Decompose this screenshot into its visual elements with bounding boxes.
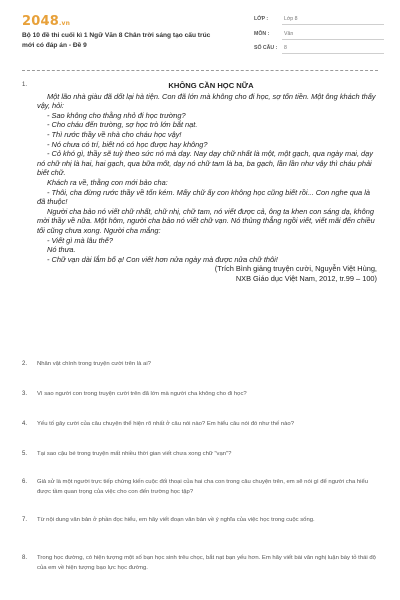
page-header [0, 0, 400, 66]
document-title: Bộ 10 đề thi cuối kì 1 Ngữ Văn 8 Chân trời sáng tạo cấu trúc mới có đáp án - Đề 9 [22, 32, 211, 49]
question-text: Tại sao cậu bé trong truyện mất nhiều thời gian viết chưa xong chữ "vạn"? [37, 451, 232, 457]
question-number: 6. [22, 479, 28, 485]
story-line: - Cho cháu đến trường, sợ học trò lớn bắt nạt. [47, 120, 198, 130]
story-line: - Thôi, cha đừng rước thầy về tốn kém. Mấy chữ ấy con không học cũng biết rồi... Con nghe qua là đã thuộc! [37, 187, 370, 207]
meta-count [254, 43, 384, 54]
question-text: Nhân vật chính trong truyện cười trên là ai? [37, 361, 151, 367]
story-line: Nó thưa. [47, 245, 76, 255]
reading-passage [37, 81, 377, 283]
question-text: Giả sử là một người trực tiếp chứng kiến cuộc đối thoại của hai cha con trong câu chuyện trên, em sẽ nói gì để người cha hiểu được tầm quan trọng của việc cho con đến trường học tập? [37, 479, 368, 495]
story-title: KHÔNG CẦN HỌC NỮA [168, 81, 254, 90]
question-number: 2. [22, 361, 28, 367]
meta-class-value: Lớp 8 [284, 16, 298, 22]
question-number: 3. [22, 391, 28, 397]
meta-count-underline [282, 53, 384, 54]
logo-main: 2048 [22, 14, 59, 29]
question-number: 8. [22, 555, 28, 561]
meta-class [254, 14, 384, 25]
story-line: - Chữ vạn dài lắm bố ạ! Con viết hơn nửa ngày mà được nửa chữ thôi! [47, 254, 278, 264]
story-source-line-2: NXB Giáo dục Việt Nam, 2012, tr.99 – 100) [235, 273, 377, 283]
meta-class-label: LỚP : [254, 16, 269, 22]
story-source-line-1: (Trích Bình giảng truyện cười, Nguyễn Việt Hùng, [214, 264, 377, 274]
meta-subject [254, 29, 384, 40]
story-number: 1. [22, 82, 28, 88]
story-line: Một lão nhà giàu đã dốt lại hà tiện. Con đã lớn mà không cho đi học, sợ tốn tiền. Một ông khách thấy vậy, hỏi: [37, 91, 376, 111]
story-line: - Nó chưa có trí, biết nó có học được hay không? [47, 139, 208, 149]
header-divider [22, 70, 378, 71]
meta-count-label: SỐ CÂU : [254, 45, 278, 51]
site-logo[interactable] [22, 14, 70, 29]
logo-suffix: .vn [58, 20, 71, 27]
story-line: Người cha bảo nó viết chữ nhất, chữ nhị, chữ tam, nó viết được cả, ông ta khen con sáng dạ, không mời thầy về nữa. Một hôm, người cha bảo nó viết chữ vạn. Nó thủng thẳng ngồi viết, viết mãi đến chiều tối cũng chưa xong. Người cha mắng: [37, 206, 375, 235]
question-number: 7. [22, 517, 28, 523]
meta-subject-underline [282, 39, 384, 40]
question-text: Trong học đường, có hiện tượng một số bạn học sinh trêu chọc, bắt nạt bạn yếu hơn. Em hãy viết bài văn nghị luận bày tỏ thái độ của em về hiện tượng bạo lực học đường. [37, 555, 376, 571]
story-line: Khách ra về, thằng con mới bảo cha: [47, 177, 168, 187]
question-text: Vì sao người con trong truyện cười trên đã lớn mà người cha không cho đi học? [37, 391, 247, 397]
meta-subject-label: MÔN : [254, 31, 270, 37]
question-number: 5. [22, 451, 28, 457]
story-line: - Viết gì mà lâu thế? [47, 235, 114, 245]
story-line: - Sao không cho thằng nhỏ đi học trường? [47, 110, 186, 120]
story-line: - Cỏ khó gì, thầy sẽ tuỳ theo sức nó mà dạy. Nay dạy chữ nhất là một, một gạch, qua ngày mai, dạy nó chữ nhị là hai, hai gạch, qua bữa mốt, dạy nó chữ tam là ba, ba gạch, lần lần như vậy thì cháu phải biết chữ. [37, 149, 373, 178]
meta-subject-value: Văn [284, 31, 294, 37]
question-text: Yếu tố gây cười của câu chuyện thể hiện rõ nhất ở câu nói nào? Em hiểu câu nói đó như thế nào? [37, 421, 294, 427]
story-line: - Thì rước thầy về nhà cho cháu học vậy! [47, 129, 182, 139]
meta-class-underline [282, 24, 384, 25]
question-number: 4. [22, 421, 28, 427]
meta-count-value: 8 [284, 45, 287, 51]
question-text: Từ nội dung văn bản ở phần đọc hiểu, em hãy viết đoạn văn bản về ý nghĩa của việc học trong cuộc sống. [37, 517, 315, 523]
